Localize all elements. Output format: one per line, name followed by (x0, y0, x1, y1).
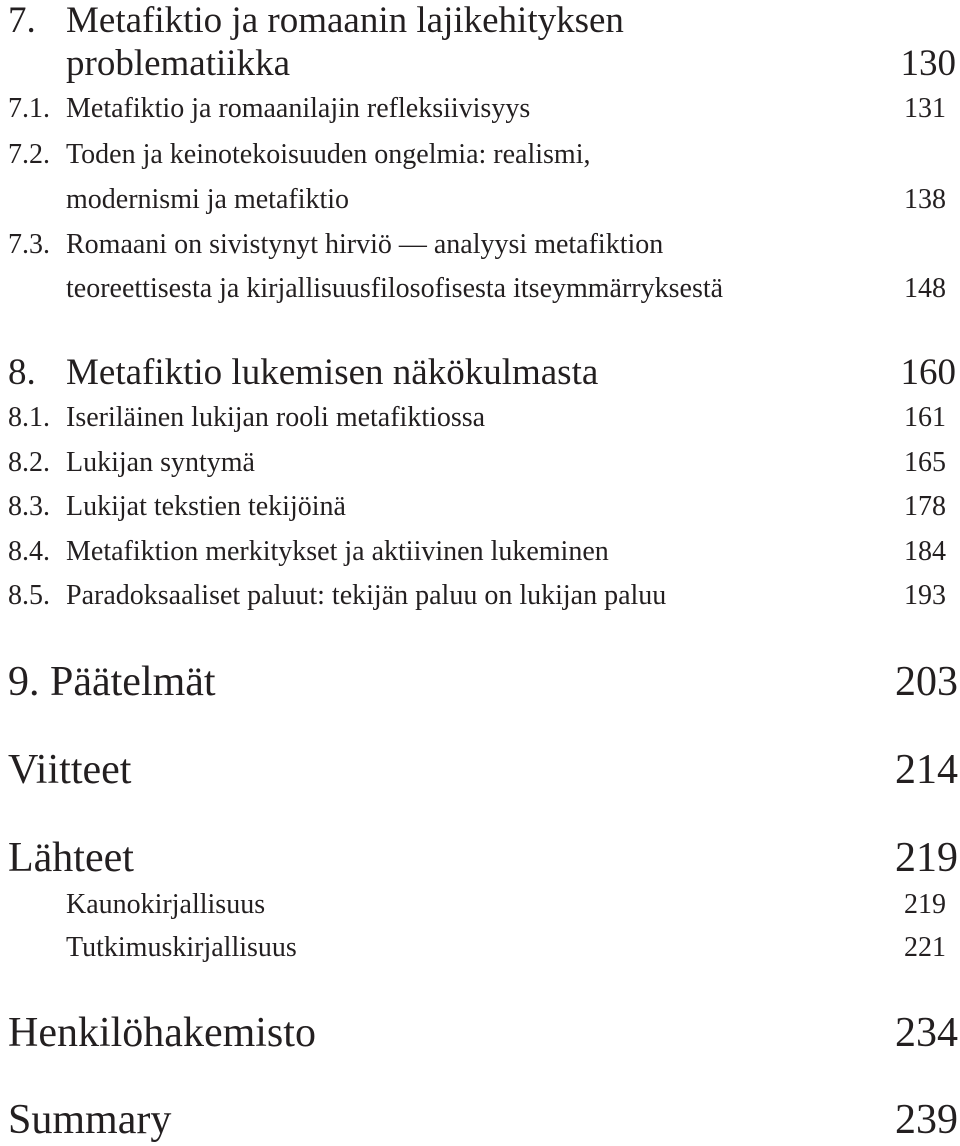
entry-title-continued: problematiikka (66, 43, 290, 84)
entry-page: 161 (904, 402, 946, 433)
entry-title: Summary (8, 1097, 172, 1143)
entry-title: Henkilöhakemisto (8, 1010, 316, 1056)
toc-entry-8-3[interactable] (0, 491, 960, 523)
entry-title: Viitteet (8, 747, 132, 793)
entry-page: 130 (900, 43, 956, 84)
entry-title: Metafiktion merkitykset ja aktiivinen lukeminen (66, 536, 609, 567)
toc-entry-sources-fiction[interactable] (0, 889, 960, 921)
toc-entry-8-4[interactable] (0, 536, 960, 568)
entry-number: 8.2. (8, 447, 50, 478)
entry-page: 219 (904, 889, 946, 920)
entry-title: Kaunokirjallisuus (66, 889, 266, 920)
entry-number: 8.5. (8, 580, 50, 611)
entry-number: 7.1. (8, 93, 50, 124)
entry-title-continued: modernismi ja metafiktio (66, 184, 350, 215)
entry-title-continued: teoreettisesta ja kirjallisuusfilosofisesta itseymmärryksestä (66, 273, 724, 304)
entry-title: Lukijat tekstien tekijöinä (66, 491, 346, 522)
entry-page: 165 (904, 447, 946, 478)
entry-title: Metafiktio ja romaanilajin refleksiivisyys (66, 93, 531, 124)
entry-title: Toden ja keinotekoisuuden ongelmia: realismi, (66, 139, 591, 170)
entry-page: 148 (904, 273, 946, 304)
entry-title: Romaani on sivistynyt hirviö — analyysi metafiktion (66, 229, 664, 260)
toc-entry-sources-research[interactable] (0, 932, 960, 964)
entry-title: 9. Päätelmät (8, 659, 216, 705)
toc-entry-ch7[interactable] (0, 0, 960, 42)
toc-entry-8-5[interactable] (0, 580, 960, 612)
entry-page: 234 (895, 1010, 958, 1056)
entry-page: 184 (904, 536, 946, 567)
entry-title: Metafiktio lukemisen näkökulmasta (66, 352, 599, 393)
entry-number: 8.3. (8, 491, 50, 522)
toc-entry-8-2[interactable] (0, 447, 960, 479)
entry-page: 203 (895, 659, 958, 705)
entry-page: 193 (904, 580, 946, 611)
entry-page: 221 (904, 932, 946, 963)
entry-page: 160 (900, 352, 956, 393)
toc-entry-summary[interactable] (0, 1096, 960, 1144)
toc-entry-7-3[interactable] (0, 229, 960, 261)
toc-entry-ch7-cont[interactable] (0, 43, 960, 85)
toc-entry-ch8[interactable] (0, 352, 960, 394)
entry-page: 178 (904, 491, 946, 522)
entry-page: 138 (904, 184, 946, 215)
entry-number: 7. (8, 0, 36, 41)
entry-title: Tutkimuskirjallisuus (66, 932, 297, 963)
entry-title: Metafiktio ja romaanin lajikehityksen (66, 0, 624, 41)
entry-page: 239 (895, 1097, 958, 1143)
toc-entry-ch9[interactable] (0, 658, 960, 706)
entry-page: 214 (895, 747, 958, 793)
toc-entry-7-2-cont[interactable] (0, 184, 960, 216)
toc-entry-7-2[interactable] (0, 139, 960, 171)
entry-title: Lähteet (8, 835, 134, 881)
entry-number: 8. (8, 352, 36, 393)
entry-number: 7.2. (8, 139, 50, 170)
toc-entry-7-3-cont[interactable] (0, 273, 960, 305)
entry-title: Lukijan syntymä (66, 447, 255, 478)
entry-page: 131 (904, 93, 946, 124)
toc-entry-notes[interactable] (0, 746, 960, 794)
toc-entry-7-1[interactable] (0, 93, 960, 125)
entry-title: Iseriläinen lukijan rooli metafiktiossa (66, 402, 486, 433)
entry-page: 219 (895, 835, 958, 881)
entry-number: 7.3. (8, 229, 50, 260)
entry-number: 8.4. (8, 536, 50, 567)
toc-entry-8-1[interactable] (0, 402, 960, 434)
toc-entry-sources[interactable] (0, 834, 960, 882)
entry-number: 8.1. (8, 402, 50, 433)
toc-entry-index[interactable] (0, 1009, 960, 1057)
entry-title: Paradoksaaliset paluut: tekijän paluu on lukijan paluu (66, 580, 667, 611)
